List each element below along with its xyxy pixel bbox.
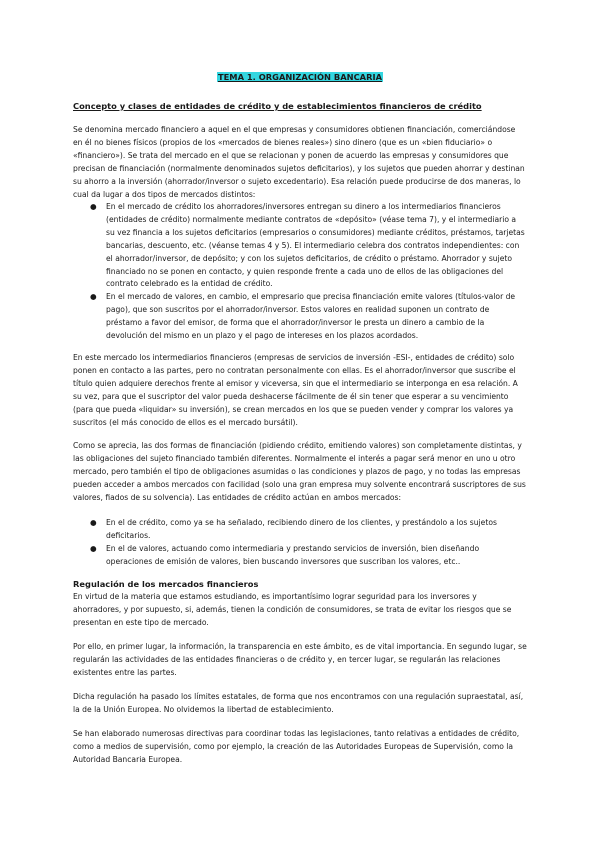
bullet-icon: ● bbox=[90, 292, 97, 302]
section-heading-concepto: Concepto y clases de entidades de crédito y de establecimientos financieros de crédito bbox=[73, 101, 482, 111]
list-item-text: En el mercado de crédito los ahorradores/inversores entregan su dinero a los intermediarios financieros (entidades de crédito) normalmente mediante contratos de «depósito» (véase tema 7), y el intermediario a su vez financia a los sujetos deficitarios (empresarios o consumidores) mediante créditos, préstamos, tarjetas bancarias, descuento, etc. (véanse temas 4 y 5). El intermediario celebra dos contratos independientes: con el ahorrador/inversor, de depósito; y con los sujetos deficitarios, de crédito o préstamo. Ahorrador y sujeto financiado no se ponen en contacto, y quien responde frente a cada uno de ellos de las obligaciones del contrato celebrado es la entidad de crédito. bbox=[106, 202, 525, 289]
list-item bbox=[73, 517, 527, 543]
list-item bbox=[73, 291, 527, 343]
bullet-list-entidades bbox=[73, 517, 527, 569]
list-item-text: En el mercado de valores, en cambio, el empresario que precisa financiación emite valores (títulos-valor de pago), que son suscritos por el ahorrador/inversor. Estos valores en realidad suponen un contrato de préstamo a favor del emisor, de forma que el ahorrador/inversor le presta un dinero a cambio de la devolución del mismo en un plazo y el pago de intereses en los plazos acordados. bbox=[106, 292, 516, 341]
paragraph-intermediarios: En este mercado los intermediarios financieros (empresas de servicios de inversión -ESI-, entidades de crédito) solo ponen en contacto a las partes, pero no contratan personalmente con ellas. Es el ahorrador/inversor que suscribe el título quien adquiere derechos frente al emisor y viceversa, sin que el intermediario se interponga en esa relación. A su vez, para que el suscriptor del valor pueda deshacerse fácilmente de él sin tener que esperar a su vencimiento (para que pueda «liquidar» su inversión), se crean mercados en los que se pueden vender y comprar los valores ya suscritos (el más conocido de ellos es el mercado bursátil). bbox=[73, 353, 518, 427]
list-item-text: En el de valores, actuando como intermediaria y prestando servicios de inversión, bien diseñando operaciones de emisión de valores, bien buscando inversores que suscriban los valores, etc.. bbox=[106, 543, 480, 566]
paragraph-formas-financiacion: Como se aprecia, las dos formas de financiación (pidiendo crédito, emitiendo valores) son completamente distintas, y las obligaciones del sujeto financiado también diferentes. Normalmente el interés a pagar será menor en uno u otro mercado, pero también el tipo de obligaciones asumidas o las condiciones y plazos de pago, y no todas las empresas pueden acceder a ambos mercados con facilidad (solo una gran empresa muy solvente encontrará suscriptores de sus valores, fiados de su solvencia). Las entidades de crédito actúan en ambos mercados: bbox=[73, 441, 526, 502]
bullet-list-mercados bbox=[73, 201, 527, 343]
bullet-icon: ● bbox=[90, 518, 97, 527]
bullet-icon: ● bbox=[90, 543, 97, 553]
bullet-icon: ● bbox=[90, 202, 97, 211]
list-item bbox=[73, 201, 527, 291]
paragraph-intro: Se denomina mercado financiero a aquel en el que empresas y consumidores obtienen financiación, comerciándose en él no bienes físicos (propios de los «mercados de bienes reales») sino dinero (que es un «bien fiduciario» o «financiero»). Se trata del mercado en el que se relacionan y ponen de acuerdo las empresas y consumidores que precisan de financiación (normalmente denominados sujetos deficitarios), y los sujetos que pueden ahorrar y destinan su ahorro a la inversión (ahorrador/inversor o sujeto excedentario). Esa relación puede producirse de dos maneras, lo cual da lugar a dos tipos de mercados distintos: bbox=[73, 125, 525, 199]
document-title bbox=[0, 71, 600, 83]
list-item-text: En el de crédito, como ya se ha señalado, recibiendo dinero de los clientes, y prestándolo a los sujetos deficitarios. bbox=[106, 518, 497, 540]
paragraph-regulacion-3: Dicha regulación ha pasado los límites estatales, de forma que nos encontramos con una regulación supraestatal, así, la de la Unión Europea. No olvidemos la libertad de establecimiento. bbox=[73, 692, 524, 714]
paragraph-regulacion-1: En virtud de la materia que estamos estudiando, es importantísimo lograr seguridad para los inversores y ahorradores, y por supuesto, si, además, tienen la condición de consumidores, se trata de evitar los riesgos que se presentan en este tipo de mercado. bbox=[73, 592, 512, 627]
document-title-text: TEMA 1. ORGANIZACIÓN BANCARIA bbox=[217, 72, 382, 82]
paragraph-regulacion-4: Se han elaborado numerosas directivas para coordinar todas las legislaciones, tanto relativas a entidades de crédito, como a medios de supervisión, como por ejemplo, la creación de las Autoridades Europeas de Supervisión, como la Autoridad Bancaria Europea. bbox=[73, 729, 520, 764]
section-heading-regulacion: Regulación de los mercados financieros bbox=[73, 579, 259, 589]
paragraph-regulacion-2: Por ello, en primer lugar, la información, la transparencia en este ámbito, es de vital importancia. En segundo lugar, se regularán las actividades de las entidades financieras o de crédito y, en tercer lugar, se regularán las relaciones existentes entre las partes. bbox=[73, 642, 527, 677]
list-item bbox=[73, 543, 527, 569]
